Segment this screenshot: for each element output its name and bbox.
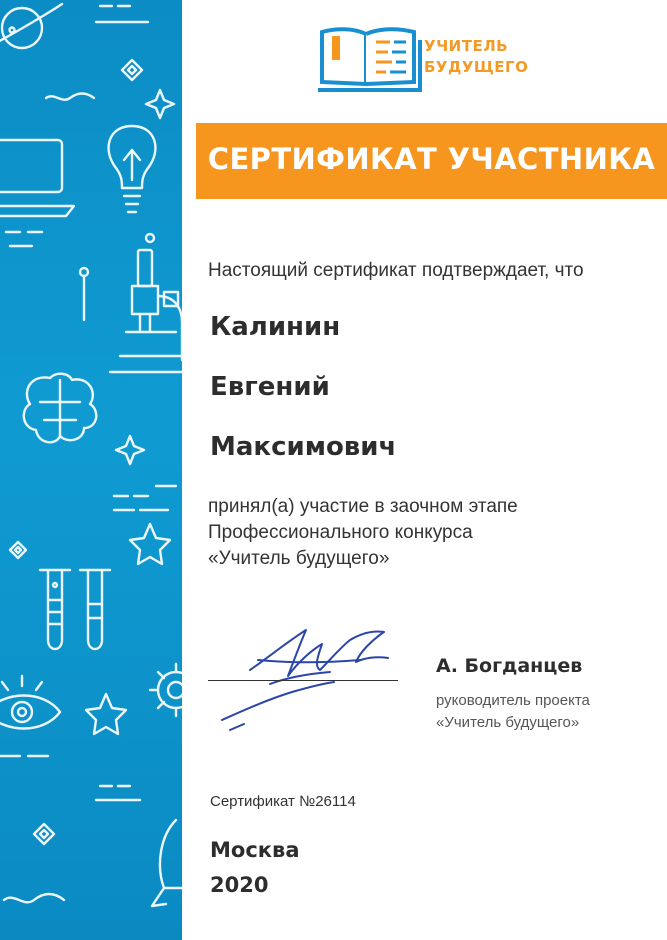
logo-line-2: БУДУЩЕГО <box>424 58 529 76</box>
sparkle-icon <box>116 436 144 464</box>
brain-icon <box>24 374 97 443</box>
certificate-title: СЕРТИФИКАТ УЧАСТНИКА <box>207 142 656 176</box>
diamond-icon <box>122 60 142 80</box>
laptop-icon <box>0 140 74 246</box>
participation-line-2: Профессионального конкурса <box>208 522 473 543</box>
microscope-icon <box>80 250 182 372</box>
signer-name: А. Богданцев <box>436 655 583 677</box>
diamond-icon <box>34 824 54 844</box>
dashes-decor <box>96 786 140 800</box>
signer-role <box>436 690 590 734</box>
open-book-icon <box>318 26 424 96</box>
participation-line-3: «Учитель будущего» <box>208 548 390 569</box>
signer-role-line-1: руководитель проекта <box>436 692 590 709</box>
dashes-decor <box>114 486 176 510</box>
title-banner <box>196 123 667 199</box>
participant-surname: Калинин <box>210 312 341 342</box>
year: 2020 <box>210 873 269 897</box>
participation-line-1: принял(а) участие в заочном этапе <box>208 496 518 517</box>
signature <box>210 600 410 740</box>
planet-icon <box>0 4 62 48</box>
dashes-decor <box>46 6 148 100</box>
signature-line <box>208 680 398 681</box>
signer-role-line-2: «Учитель будущего» <box>436 714 580 731</box>
test-tubes-icon <box>40 570 110 649</box>
star-icon <box>86 694 126 734</box>
gear-icon <box>150 664 182 716</box>
lightbulb-icon <box>109 126 156 242</box>
city: Москва <box>210 838 300 862</box>
certificate-number: Сертификат №26114 <box>210 793 356 810</box>
participation-text <box>208 494 518 572</box>
eye-icon <box>0 676 60 756</box>
decorative-side-panel <box>0 0 182 940</box>
rocket-icon <box>152 820 182 906</box>
logo-text <box>424 36 528 78</box>
participant-patronymic: Максимович <box>210 432 397 462</box>
logo-line-1: УЧИТЕЛЬ <box>424 37 509 55</box>
sparkle-icon <box>146 90 174 118</box>
participant-first-name: Евгений <box>210 372 330 402</box>
diamond-icon <box>10 542 26 558</box>
star-icon <box>130 524 170 564</box>
wave-decor <box>4 894 64 902</box>
confirm-text: Настоящий сертификат подтверждает, что <box>208 260 584 281</box>
